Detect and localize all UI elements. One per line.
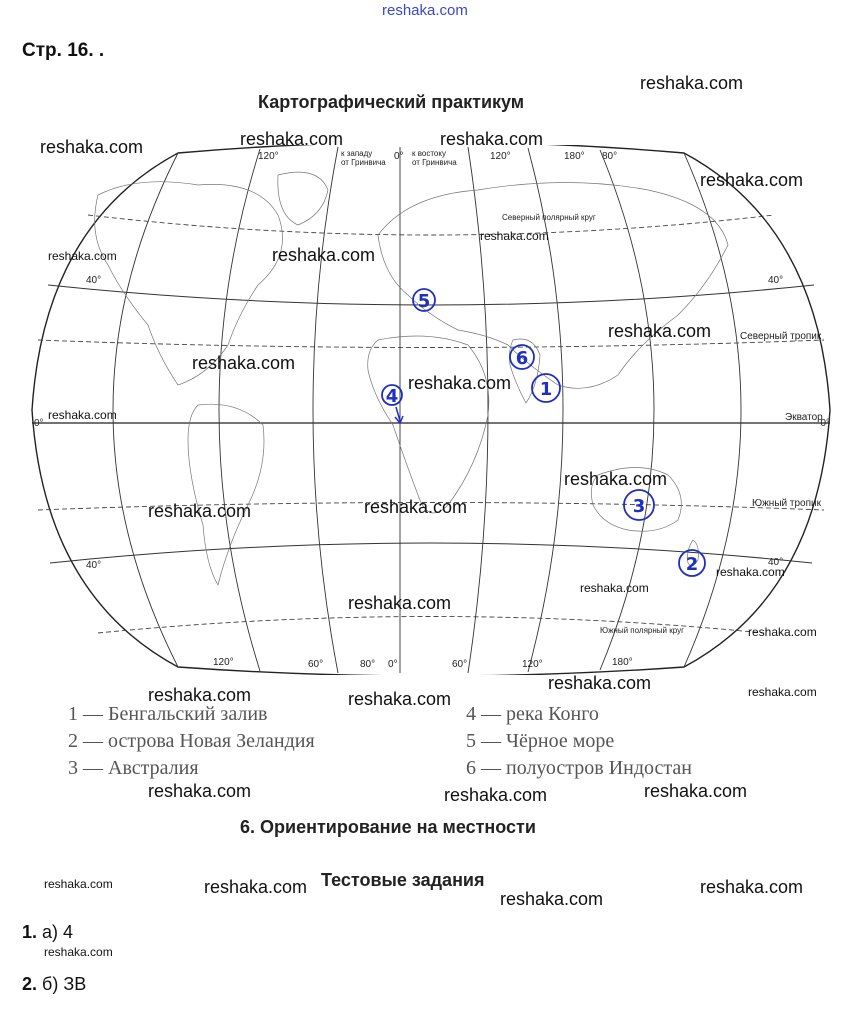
label-lat40s-right: 40° xyxy=(768,557,784,568)
marker-5 xyxy=(413,289,435,312)
marker-2 xyxy=(679,550,705,576)
label-top-east2: от Гринвича xyxy=(412,158,457,167)
label-lat0-left: 0° xyxy=(34,418,44,429)
watermark: reshaka.com xyxy=(44,877,113,891)
watermark: reshaka.com xyxy=(748,685,817,699)
watermark: reshaka.com xyxy=(364,497,468,517)
svg-text:3: 3 xyxy=(632,496,646,517)
watermark: reshaka.com xyxy=(644,781,748,801)
page-label: Стр. 16. . xyxy=(22,40,105,61)
label-lat40-left: 40° xyxy=(86,275,102,286)
label-tropic-south: Южный тропик xyxy=(752,498,821,509)
legend-item-6: 6 — полуостров Индостан xyxy=(466,757,692,779)
svg-text:2: 2 xyxy=(685,554,699,575)
label-bot-60w: 60° xyxy=(308,659,324,670)
watermark: reshaka.com xyxy=(148,685,252,705)
watermark: reshaka.com xyxy=(240,129,344,149)
watermark: reshaka.com xyxy=(700,170,804,190)
greenland-outline xyxy=(278,172,328,225)
watermark: reshaka.com xyxy=(44,945,113,959)
legend-item-2: 2 — острова Новая Зеландия xyxy=(68,730,315,752)
svg-text:1: 1 xyxy=(539,379,553,400)
label-lat40s-left: 40° xyxy=(86,560,102,571)
section-title-practicum: Картографический практикум xyxy=(258,92,525,112)
legend-item-4: 4 — река Конго xyxy=(466,703,599,725)
watermark: reshaka.com xyxy=(700,877,804,897)
label-arctic-circle: Северный полярный круг xyxy=(502,213,596,222)
meridian-2 xyxy=(219,149,260,671)
parallel-40n xyxy=(48,285,814,305)
answer-2: 2. б) ЗВ xyxy=(22,974,87,994)
watermark: reshaka.com xyxy=(608,321,712,341)
watermark: reshaka.com xyxy=(580,581,649,595)
label-top-east: к востоку xyxy=(412,149,446,158)
label-bot-120w: 120° xyxy=(213,657,234,668)
meridian-1 xyxy=(113,153,178,667)
label-top-zero: 0° xyxy=(394,151,404,162)
label-top-120e: 120° xyxy=(490,151,511,162)
site-watermark-top: reshaka.com xyxy=(382,2,468,19)
label-top-80: 80° xyxy=(602,151,618,162)
south-america-outline xyxy=(188,404,264,585)
svg-text:5: 5 xyxy=(417,291,431,312)
watermark: reshaka.com xyxy=(40,137,144,157)
watermark: reshaka.com xyxy=(148,501,252,521)
watermark: reshaka.com xyxy=(480,229,549,243)
meridian-3 xyxy=(313,147,338,673)
watermark: reshaka.com xyxy=(716,565,785,579)
meridian-5 xyxy=(468,147,488,673)
label-bot-120e: 120° xyxy=(522,659,543,670)
legend-item-5: 5 — Чёрное море xyxy=(466,730,615,752)
marker-1 xyxy=(532,374,560,402)
label-lat0-right: 0° xyxy=(820,418,830,429)
meridian-6 xyxy=(528,148,563,672)
watermark: reshaka.com xyxy=(148,781,252,801)
watermark: reshaka.com xyxy=(500,889,604,909)
africa-outline xyxy=(368,336,489,513)
watermark: reshaka.com xyxy=(48,408,117,422)
label-equator: Экватор xyxy=(785,412,823,423)
watermark: reshaka.com xyxy=(204,877,308,897)
watermark: reshaka.com xyxy=(444,785,548,805)
watermark: reshaka.com xyxy=(548,673,652,693)
svg-text:4: 4 xyxy=(385,386,399,407)
label-top-180: 180° xyxy=(564,151,585,162)
watermark: reshaka.com xyxy=(192,353,296,373)
legend-item-3: 3 — Австралия xyxy=(68,757,199,779)
watermark: reshaka.com xyxy=(440,129,544,149)
watermark: reshaka.com xyxy=(748,625,817,639)
watermark: reshaka.com xyxy=(564,469,668,489)
label-lat40-right: 40° xyxy=(768,275,784,286)
marker-6 xyxy=(510,345,534,369)
section-title-orientation: 6. Ориентирование на местности xyxy=(240,817,536,837)
label-bot-180: 180° xyxy=(612,657,633,668)
label-bot-80: 80° xyxy=(360,659,376,670)
watermark: reshaka.com xyxy=(408,373,512,393)
label-top-120w: 120° xyxy=(258,151,279,162)
legend-item-1: 1 — Бенгальский залив xyxy=(68,703,268,725)
watermark: reshaka.com xyxy=(272,245,376,265)
watermark: reshaka.com xyxy=(348,689,452,709)
watermark: reshaka.com xyxy=(348,593,452,613)
label-antarctic-circle: Южный полярный круг xyxy=(600,626,684,635)
answer-1: 1. а) 4 xyxy=(22,922,74,942)
label-top-west2: от Гринвича xyxy=(341,158,386,167)
parallel-arctic xyxy=(88,215,774,235)
section-subtitle-tests: Тестовые задания xyxy=(321,870,485,890)
watermark: reshaka.com xyxy=(48,249,117,263)
svg-text:6: 6 xyxy=(515,348,529,369)
label-tropic-north: Северный тропик xyxy=(740,331,822,342)
watermark: reshaka.com xyxy=(640,73,744,93)
label-bot-60e: 60° xyxy=(452,659,468,670)
meridian-8 xyxy=(684,153,741,667)
label-top-west: к западу xyxy=(341,149,373,158)
label-bot-0: 0° xyxy=(388,659,398,670)
